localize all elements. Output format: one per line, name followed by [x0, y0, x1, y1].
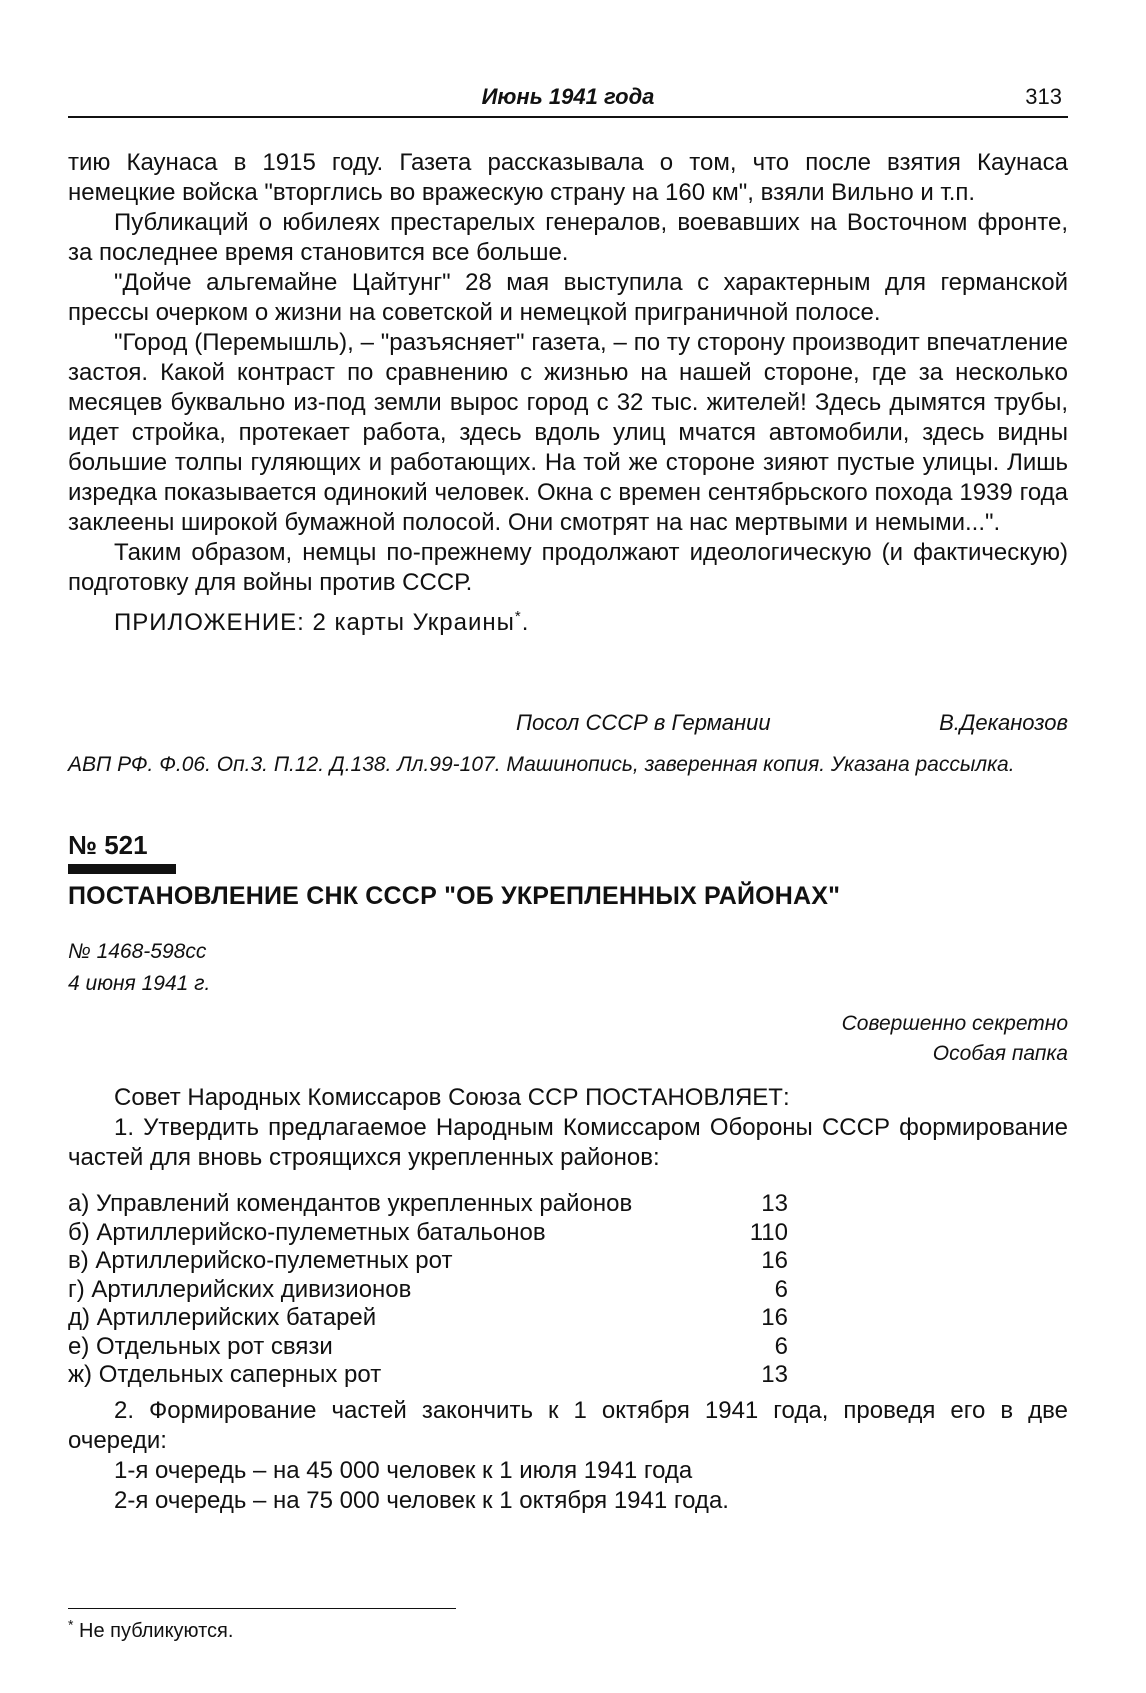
signature-name: В.Деканозов — [939, 710, 1068, 735]
footnote-mark: * — [68, 1616, 74, 1633]
unit-count: 110 — [749, 1218, 788, 1246]
secrecy-stamp-2: Особая папка — [932, 1042, 1068, 1065]
list-item — [68, 1304, 808, 1333]
decree-point-1: 1. Утвердить предлагаемое Народным Комиссаром Обороны СССР формирование частей для вновь строящихся укрепленных районов: — [68, 1114, 1068, 1171]
document-date: 4 июня 1941 г. — [68, 972, 211, 995]
secrecy-stamp-1: Совершенно секретно — [841, 1012, 1068, 1035]
list-item — [68, 1190, 808, 1219]
unit-label: г) Артиллерийских дивизионов — [68, 1275, 412, 1303]
unit-count: 16 — [761, 1304, 788, 1331]
unit-label: д) Артиллерийских батарей — [68, 1304, 377, 1331]
page-number: 313 — [1025, 84, 1062, 109]
document-number-bar — [68, 864, 176, 874]
signature-position: Посол СССР в Германии — [516, 710, 771, 735]
running-header — [68, 82, 1068, 118]
decree-point-2: 2. Формирование частей закончить к 1 октября 1941 года, проведя его в две очереди: — [68, 1397, 1068, 1454]
paragraph-5: Таким образом, немцы по-прежнему продолжают идеологическую (и фактическую) подготовку для войны против СССР. — [68, 539, 1068, 596]
appendix-footnote-mark: * — [514, 608, 522, 625]
unit-label: а) Управлений комендантов укрепленных районов — [68, 1190, 633, 1217]
unit-label: б) Артиллерийско-пулеметных батальонов — [68, 1218, 546, 1246]
list-item — [68, 1333, 808, 1362]
unit-count: 6 — [774, 1332, 788, 1360]
archive-reference: АВП РФ. Ф.06. Оп.3. П.12. Д.138. Лл.99-107. Машинопись, заверенная копия. Указана рассылка. — [68, 753, 1015, 776]
decree-intro — [68, 1083, 1068, 1173]
document-title: ПОСТАНОВЛЕНИЕ СНК СССР "ОБ УКРЕПЛЕННЫХ РАЙОНАХ" — [68, 882, 841, 910]
unit-count: 13 — [761, 1190, 788, 1217]
footnote-rule — [68, 1608, 456, 1609]
decree-point-2-block — [68, 1396, 1068, 1516]
footnote-text: Не публикуются. — [73, 1620, 234, 1642]
registration-number: № 1468-598сс — [68, 940, 207, 963]
letter-body — [68, 148, 1068, 638]
appendix-text: 2 карты Украины — [312, 609, 515, 636]
decree-intro-text: Совет Народных Комиссаров Союза ССР ПОСТАНОВЛЯЕТ: — [114, 1084, 790, 1111]
list-item — [68, 1219, 808, 1248]
unit-count: 13 — [761, 1361, 788, 1388]
unit-label: в) Артиллерийско-пулеметных рот — [68, 1247, 453, 1274]
paragraph-1: тию Каунаса в 1915 году. Газета рассказывала о том, что после взятия Каунаса немецкие войска "вторглись во вражескую страну на 160 км", взяли Вильно и т.п. — [68, 149, 1068, 206]
appendix-label: ПРИЛОЖЕНИЕ: — [114, 609, 305, 636]
list-item — [68, 1361, 808, 1390]
appendix-end: . — [521, 609, 530, 636]
unit-label: ж) Отдельных саперных рот — [68, 1361, 382, 1388]
unit-count: 16 — [761, 1247, 788, 1274]
list-item — [68, 1247, 808, 1276]
units-list — [68, 1190, 808, 1390]
unit-count: 6 — [774, 1275, 788, 1303]
paragraph-3: "Дойче альгемайне Цайтунг" 28 мая выступила с характерным для германской прессы очерком о жизни на советской и немецкой приграничной полосе. — [68, 269, 1068, 326]
running-header-title: Июнь 1941 года — [481, 84, 655, 109]
list-item — [68, 1276, 808, 1305]
appendix-line — [68, 608, 1068, 638]
paragraph-2: Публикаций о юбилеях престарелых генералов, воевавших на Восточном фронте, за последнее время становится все больше. — [68, 209, 1068, 266]
footnote — [68, 1616, 234, 1643]
document-number: № 521 — [68, 830, 148, 860]
decree-stage-1: 1-я очередь – на 45 000 человек к 1 июля 1941 года — [114, 1457, 693, 1484]
decree-stage-2: 2-я очередь – на 75 000 человек к 1 октября 1941 года. — [114, 1487, 729, 1514]
unit-label: е) Отдельных рот связи — [68, 1332, 333, 1360]
paragraph-4: "Город (Перемышль), – "разъясняет" газета, – по ту сторону производит впечатление застоя. Какой контраст по сравнению с жизнью на нашей стороне, где за несколько месяцев буквально из-под земли вырос город с 32 тыс. жителей! Здесь дымятся трубы, идет стройка, протекает работа, здесь вдоль улиц мчатся автомобили, здесь видны большие толпы гуляющих и работающих. На той же стороне зияют пустые улицы. Лишь изредка показывается одинокий человек. Окна с времен сентябрьского похода 1939 года заклеены широкой бумажной полосой. Они смотрят на нас мертвыми и немыми...". — [68, 329, 1068, 536]
